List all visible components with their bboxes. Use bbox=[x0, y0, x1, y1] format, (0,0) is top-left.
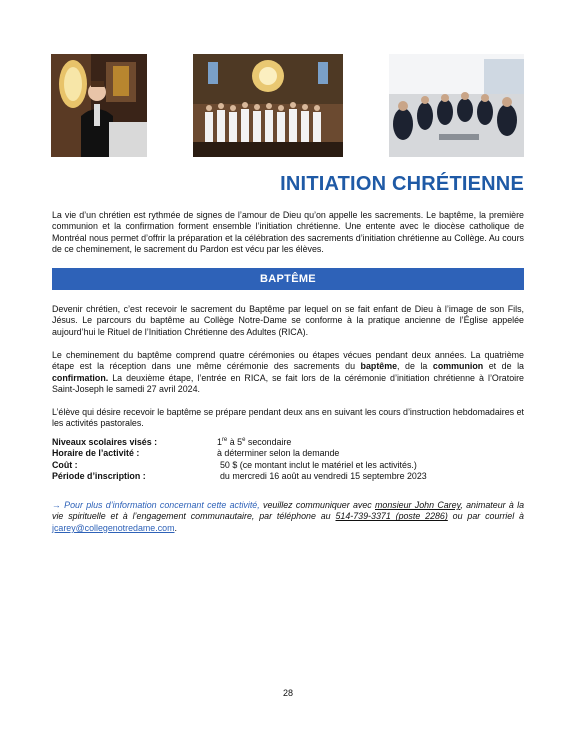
activity-info bbox=[52, 437, 524, 483]
superscript: e bbox=[242, 437, 246, 444]
bold-term: confirmation. bbox=[52, 372, 109, 383]
email-link[interactable]: jcarey@collegenotredame.com bbox=[52, 522, 175, 533]
paragraph-text: La deuxième étape, l’entrée en RICA, se fait lors de la cérémonie d’initiation chrétienne à l’Oratoire Saint-Joseph le samedi 27 avril 2024. bbox=[52, 372, 524, 395]
info-row-levels bbox=[52, 437, 524, 448]
page-number: 28 bbox=[282, 688, 293, 698]
info-value: 50 $ (ce montant inclut le matériel et les activités.) bbox=[220, 459, 417, 470]
page-title: INITIATION CHRÉTIENNE bbox=[280, 173, 524, 195]
baptism-paragraph-3: L’élève qui désire recevoir le baptême se prépare pendant deux ans en suivant les cours d’instruction hebdomadaires et les activités pastorales. bbox=[52, 407, 524, 429]
info-row-cost bbox=[52, 460, 524, 471]
info-label: Niveaux scolaires visés : bbox=[52, 437, 158, 447]
info-label: Coût : bbox=[52, 459, 78, 470]
superscript: re bbox=[221, 437, 228, 444]
bold-term: communion bbox=[432, 361, 484, 372]
speaker-photo bbox=[51, 54, 147, 157]
baptism-paragraph-2 bbox=[52, 350, 524, 396]
bold-term: baptême bbox=[360, 361, 398, 372]
info-label: Période d’inscription : bbox=[52, 471, 146, 482]
level-text: 1 bbox=[217, 437, 222, 447]
classroom-photo bbox=[389, 54, 524, 157]
paragraph-text: et de la bbox=[483, 361, 524, 372]
intro-paragraph: La vie d’un chrétien est rythmée de signes de l’amour de Dieu qu’on appelle les sacrements. Le baptême, la première communion et la confirmation forment ensemble l’initiation chrétienne. Une entente avec le diocèse catholique de Montréal nous permet d’offrir la préparation et la célébration des sacrements d’initiation chrétienne au Collège. Au cours de ce cheminement, le sacrement du Pardon est vécu par les élèves. bbox=[52, 210, 524, 255]
paragraph-text: , de la bbox=[397, 361, 433, 372]
info-value: du mercredi 16 août au vendredi 15 septembre 2023 bbox=[220, 471, 427, 482]
contact-phone: 514-739-3371 (poste 2286) bbox=[335, 511, 448, 522]
paragraph-text: veuillez communiquer avec bbox=[259, 500, 375, 510]
contact-intro: → Pour plus d’information concernant cette activité, bbox=[52, 500, 260, 510]
info-row-schedule bbox=[52, 448, 524, 459]
paragraph-text: Le cheminement du baptême comprend quatre cérémonies ou étapes vécues pendant deux années. La quatrième étape est la réception dans une même cérémonie des sacrements du bbox=[52, 350, 524, 372]
section-banner bbox=[52, 268, 524, 290]
baptism-paragraph-1: Devenir chrétien, c’est recevoir le sacrement du Baptême par lequel on se fait enfant de Dieu à l’image de son Fils, Jésus. Le parcours du baptême au Collège Notre-Dame se conforme à la pratique ancienne de l’Église appelée aujourd’hui le Rituel de l’Initiation Chrétienne des Adultes (RICA). bbox=[52, 304, 524, 337]
info-label: Horaire de l’activité : bbox=[52, 448, 140, 459]
contact-paragraph bbox=[52, 500, 524, 534]
level-text: secondaire bbox=[245, 437, 292, 447]
paragraph-text: ou par courriel à bbox=[447, 511, 524, 522]
info-row-period bbox=[52, 471, 524, 482]
info-value: à déterminer selon la demande bbox=[217, 448, 340, 459]
info-value bbox=[217, 437, 291, 448]
contact-name: monsieur John Carey bbox=[375, 500, 461, 510]
level-text: à 5 bbox=[227, 437, 243, 447]
group-church-photo bbox=[193, 54, 343, 157]
section-banner-label: BAPTÊME bbox=[260, 273, 316, 285]
paragraph-text: . bbox=[174, 522, 177, 533]
paragraph-text: , animateur à la vie spirituelle et à l’engagement communautaire, par téléphone au bbox=[52, 500, 525, 522]
